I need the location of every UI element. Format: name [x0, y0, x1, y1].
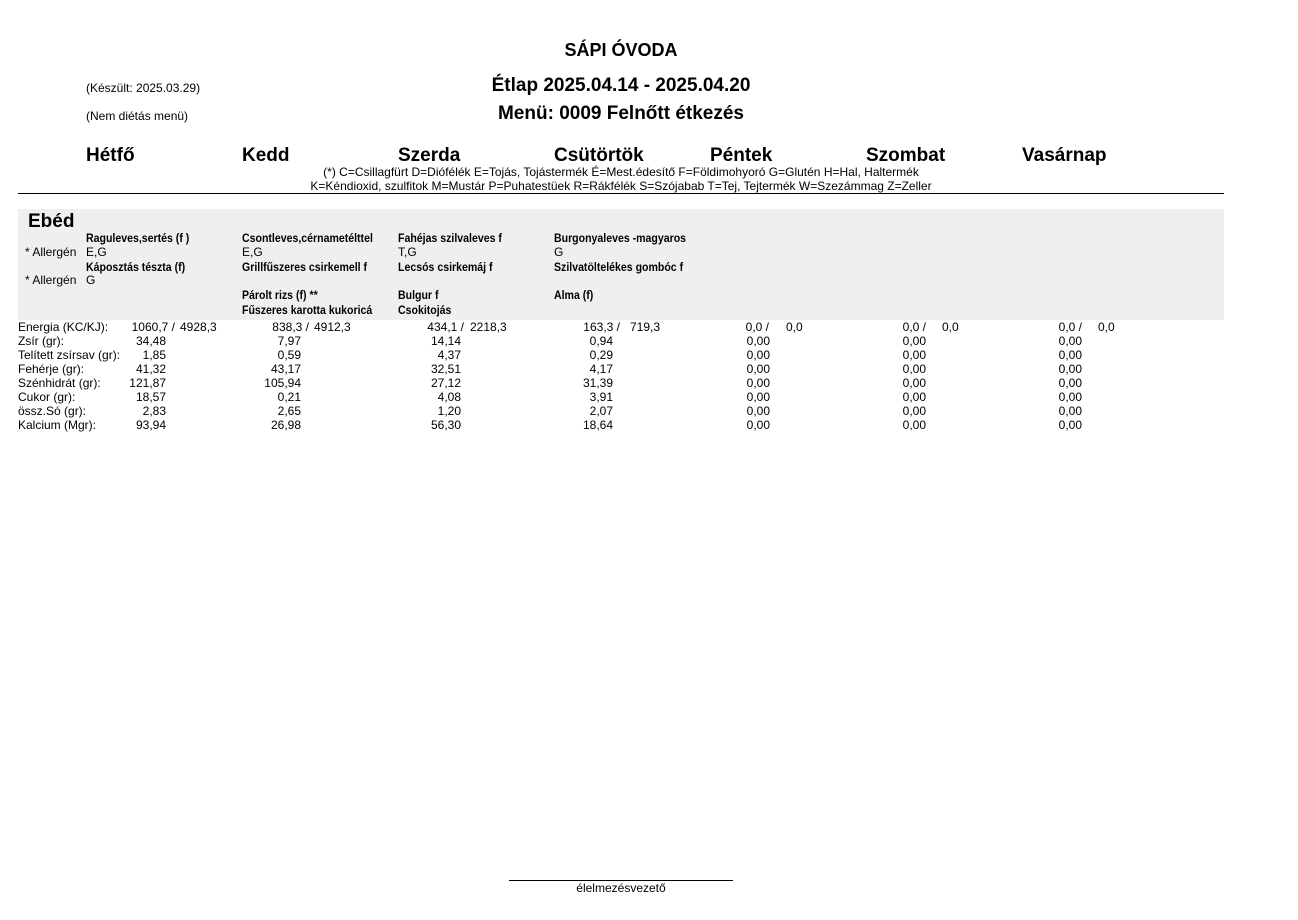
allergen-monday-1: E,G [86, 245, 107, 259]
diet-note: (Nem diétás menü) [86, 109, 189, 123]
nutrient-value-sugar-sunday: 0,00 [1058, 390, 1082, 404]
nutrient-value-salt-sunday: 0,00 [1058, 404, 1082, 418]
energy-kc-saturday: 0,0 / [902, 320, 926, 334]
dish-tuesday-2: Grillfűszeres csirkemell f [242, 260, 368, 274]
energy-kc-thursday: 163,3 / [583, 320, 620, 334]
nutrient-value-saturated-fat-wednesday: 4,37 [437, 348, 461, 362]
dish-wednesday-4: Csokitojás [398, 303, 452, 317]
nutrient-value-salt-monday: 2,83 [142, 404, 166, 418]
energy-kc-friday: 0,0 / [745, 320, 769, 334]
nutrient-value-calcium-friday: 0,00 [746, 418, 770, 432]
header-divider [18, 193, 1224, 194]
day-header-tuesday: Kedd [242, 145, 290, 166]
nutrient-value-fat-friday: 0,00 [746, 334, 770, 348]
energy-kc-tuesday: 838,3 / [272, 320, 309, 334]
nutrient-label-calcium: Kalcium (Mgr): [18, 418, 97, 432]
nutrient-value-fat-saturday: 0,00 [902, 334, 926, 348]
day-header-sunday: Vasárnap [1022, 145, 1107, 166]
nutrient-value-salt-tuesday: 2,65 [277, 404, 301, 418]
allergen-wednesday-1: T,G [398, 245, 417, 259]
nutrient-value-sugar-tuesday: 0,21 [277, 390, 301, 404]
nutrient-value-calcium-tuesday: 26,98 [270, 418, 301, 432]
nutrient-value-carbohydrate-thursday: 31,39 [582, 376, 613, 390]
energy-kj-wednesday: 2218,3 [470, 320, 507, 334]
nutrient-value-saturated-fat-tuesday: 0,59 [277, 348, 301, 362]
nutrient-value-sugar-saturday: 0,00 [902, 390, 926, 404]
nutrient-value-protein-thursday: 4,17 [589, 362, 613, 376]
nutrient-value-salt-friday: 0,00 [746, 404, 770, 418]
dish-thursday-2: Szilvatöltelékes gombóc f [554, 260, 684, 274]
nutrient-label-protein: Fehérje (gr): [18, 362, 85, 376]
dish-monday-1: Raguleves,sertés (f ) [86, 231, 190, 245]
nutrient-value-calcium-sunday: 0,00 [1058, 418, 1082, 432]
energy-kc-wednesday: 434,1 / [427, 320, 464, 334]
energy-kj-monday: 4928,3 [180, 320, 217, 334]
energy-kc-monday: 1060,7 / [131, 320, 175, 334]
dish-tuesday-1: Csontleves,cérnametélttel [242, 231, 373, 245]
dish-wednesday-2: Lecsós csirkemáj f [398, 260, 493, 274]
nutrient-value-fat-tuesday: 7,97 [277, 334, 301, 348]
nutrient-label-salt: össz.Só (gr): [18, 404, 87, 418]
day-header-thursday: Csütörtök [554, 145, 644, 166]
allergen-legend-line2: K=Kéndioxid, szulfitok M=Mustár P=Puhatestüek R=Rákfélék S=Szójabab T=Tej, Tejtermék W=Szezámmag Z=Zeller [310, 179, 932, 193]
menu-name: Menü: 0009 Felnőtt étkezés [497, 103, 745, 124]
menu-period: Étlap 2025.04.14 - 2025.04.20 [491, 75, 751, 96]
nutrient-value-fat-thursday: 0,94 [589, 334, 613, 348]
nutrient-value-saturated-fat-monday: 1,85 [142, 348, 166, 362]
nutrient-label-energy: Energia (KC/KJ): [18, 320, 109, 334]
nutrient-value-salt-thursday: 2,07 [589, 404, 613, 418]
allergen-tuesday-1: E,G [242, 245, 263, 259]
dish-tuesday-4: Fűszeres karotta kukoricá [242, 303, 373, 317]
nutrient-value-fat-sunday: 0,00 [1058, 334, 1082, 348]
allergen-label: * Allergén [25, 273, 77, 287]
nutrient-value-salt-wednesday: 1,20 [437, 404, 461, 418]
energy-kj-thursday: 719,3 [630, 320, 661, 334]
nutrient-value-saturated-fat-friday: 0,00 [746, 348, 770, 362]
energy-kj-friday: 0,0 [786, 320, 803, 334]
nutrient-value-calcium-wednesday: 56,30 [430, 418, 461, 432]
nutrient-value-calcium-thursday: 18,64 [582, 418, 613, 432]
nutrient-value-sugar-monday: 18,57 [135, 390, 166, 404]
nutrient-value-fat-wednesday: 14,14 [430, 334, 461, 348]
dish-tuesday-3: Párolt rizs (f) ** [242, 288, 318, 302]
nutrient-value-sugar-thursday: 3,91 [589, 390, 613, 404]
nutrient-value-carbohydrate-monday: 121,87 [129, 376, 166, 390]
nutrient-label-fat: Zsír (gr): [18, 334, 64, 348]
signature-label: élelmezésvezető [576, 881, 666, 895]
nutrient-value-saturated-fat-sunday: 0,00 [1058, 348, 1082, 362]
nutrient-value-saturated-fat-saturday: 0,00 [902, 348, 926, 362]
nutrient-value-protein-tuesday: 43,17 [270, 362, 301, 376]
nutrient-value-sugar-wednesday: 4,08 [437, 390, 461, 404]
nutrient-value-calcium-monday: 93,94 [135, 418, 166, 432]
energy-kc-sunday: 0,0 / [1058, 320, 1082, 334]
nutrient-value-calcium-saturday: 0,00 [902, 418, 926, 432]
nutrient-value-carbohydrate-friday: 0,00 [746, 376, 770, 390]
allergen-legend-line1: (*) C=Csillagfürt D=Diófélék E=Tojás, Tojástermék É=Mest.édesítő F=Földimohyoró G=Glutén H=Hal, Haltermék [323, 165, 919, 179]
dish-thursday-3: Alma (f) [554, 288, 594, 302]
energy-kj-sunday: 0,0 [1098, 320, 1115, 334]
nutrient-label-sugar: Cukor (gr): [18, 390, 76, 404]
allergen-monday-2: G [86, 273, 96, 287]
org-title: SÁPI ÓVODA [564, 40, 678, 60]
day-header-saturday: Szombat [866, 145, 946, 166]
nutrient-value-carbohydrate-tuesday: 105,94 [264, 376, 301, 390]
dish-monday-2: Káposztás tészta (f) [86, 260, 186, 274]
nutrient-value-sugar-friday: 0,00 [746, 390, 770, 404]
nutrient-value-fat-monday: 34,48 [135, 334, 166, 348]
allergen-label: * Allergén [25, 245, 77, 259]
nutrient-label-carbohydrate: Szénhidrát (gr): [18, 376, 101, 390]
day-header-monday: Hétfő [86, 145, 135, 166]
day-header-wednesday: Szerda [398, 145, 461, 166]
energy-kj-saturday: 0,0 [942, 320, 959, 334]
nutrient-value-protein-wednesday: 32,51 [430, 362, 461, 376]
created-date: (Készült: 2025.03.29) [86, 81, 201, 95]
nutrient-value-protein-friday: 0,00 [746, 362, 770, 376]
dish-wednesday-1: Fahéjas szilvaleves f [398, 231, 502, 245]
nutrient-label-saturated-fat: Telített zsírsav (gr): [18, 348, 121, 362]
nutrient-value-carbohydrate-wednesday: 27,12 [430, 376, 461, 390]
dish-wednesday-3: Bulgur f [398, 288, 439, 302]
nutrient-value-carbohydrate-sunday: 0,00 [1058, 376, 1082, 390]
nutrient-value-saturated-fat-thursday: 0,29 [589, 348, 613, 362]
allergen-thursday-1: G [554, 245, 564, 259]
nutrient-value-carbohydrate-saturday: 0,00 [902, 376, 926, 390]
meal-title: Ebéd [28, 211, 75, 232]
day-header-friday: Péntek [710, 145, 773, 166]
nutrient-value-protein-saturday: 0,00 [902, 362, 926, 376]
energy-kj-tuesday: 4912,3 [314, 320, 351, 334]
dish-thursday-1: Burgonyaleves -magyaros [554, 231, 687, 245]
nutrient-value-salt-saturday: 0,00 [902, 404, 926, 418]
nutrient-value-protein-monday: 41,32 [135, 362, 166, 376]
nutrient-value-protein-sunday: 0,00 [1058, 362, 1082, 376]
